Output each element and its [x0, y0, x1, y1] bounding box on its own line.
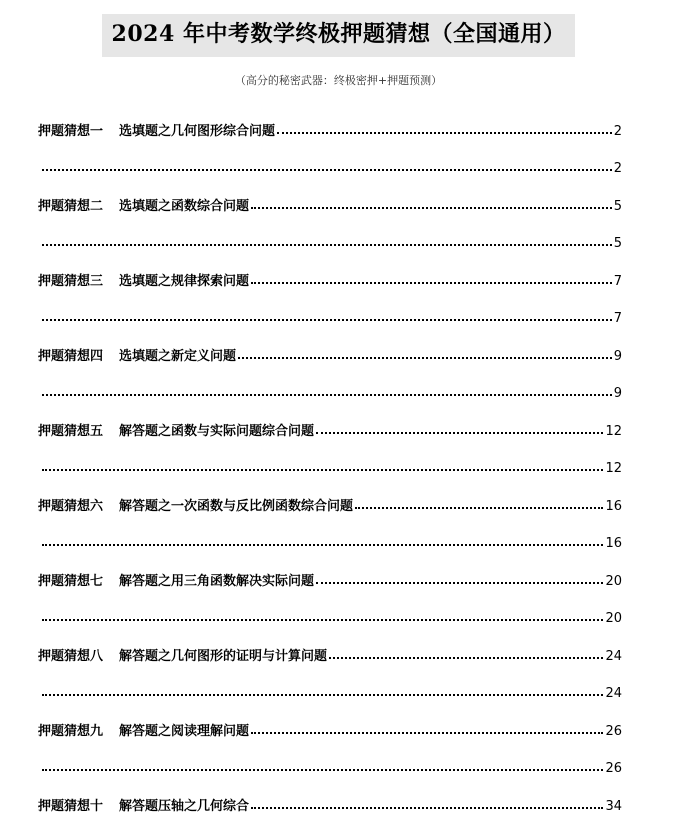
dot-leader — [251, 207, 612, 209]
toc-subentry-page: 9 — [613, 386, 622, 401]
toc-subentry-page: 16 — [605, 536, 622, 551]
toc-entry-label — [38, 420, 314, 439]
toc-subentry[interactable] — [38, 304, 622, 326]
toc-subentry[interactable] — [38, 229, 622, 251]
toc-subentry[interactable] — [38, 154, 622, 176]
toc-entry-label — [38, 195, 249, 214]
dot-leader — [42, 694, 603, 696]
dot-leader — [277, 132, 612, 134]
dot-leader — [316, 432, 603, 434]
toc-entry-title: 选填题之函数综合问题 — [119, 199, 250, 214]
toc-entry-number: 押题猜想十 — [38, 799, 104, 814]
toc-entry-page: 12 — [605, 424, 622, 439]
toc-subentry-page: 26 — [605, 761, 622, 776]
toc-entry[interactable] — [38, 567, 622, 589]
toc-entry[interactable] — [38, 492, 622, 514]
dot-leader — [329, 657, 603, 659]
toc-entry-title: 选填题之几何图形综合问题 — [119, 124, 276, 139]
toc-entry-number: 押题猜想九 — [38, 724, 104, 739]
table-of-contents — [38, 117, 622, 814]
dot-leader — [42, 769, 603, 771]
toc-entry-number: 押题猜想四 — [38, 349, 104, 364]
toc-entry[interactable] — [38, 417, 622, 439]
dot-leader — [251, 807, 603, 809]
toc-entry-number: 押题猜想八 — [38, 649, 104, 664]
toc-entry[interactable] — [38, 717, 622, 739]
toc-entry-page: 24 — [605, 649, 622, 664]
toc-entry-label — [38, 345, 236, 364]
dot-leader — [316, 582, 603, 584]
toc-entry[interactable] — [38, 342, 622, 364]
toc-entry-label — [38, 645, 327, 664]
dot-leader — [42, 469, 603, 471]
toc-entry-title: 解答题之函数与实际问题综合问题 — [119, 424, 315, 439]
document-subtitle: （高分的秘密武器：终极密押+押题预测） — [234, 74, 443, 87]
toc-entry-label — [38, 720, 249, 739]
toc-subentry[interactable] — [38, 604, 622, 626]
toc-entry-title: 解答题之几何图形的证明与计算问题 — [119, 649, 328, 664]
dot-leader — [42, 394, 612, 396]
title-year: 2024 — [111, 21, 175, 47]
toc-entry-page: 20 — [605, 574, 622, 589]
dot-leader — [42, 169, 612, 171]
dot-leader — [42, 544, 603, 546]
toc-subentry-page: 7 — [613, 311, 622, 326]
toc-entry-page: 7 — [613, 274, 622, 289]
toc-subentry[interactable] — [38, 754, 622, 776]
toc-entry[interactable] — [38, 117, 622, 139]
dot-leader — [238, 357, 612, 359]
toc-entry-page: 34 — [605, 799, 622, 814]
toc-entry-number: 押题猜想七 — [38, 574, 104, 589]
dot-leader — [42, 319, 612, 321]
toc-subentry[interactable] — [38, 679, 622, 701]
toc-subentry-page: 20 — [605, 611, 622, 626]
dot-leader — [355, 507, 603, 509]
document-title — [102, 14, 576, 57]
toc-entry[interactable] — [38, 192, 622, 214]
toc-entry-number: 押题猜想一 — [38, 124, 104, 139]
toc-subentry-page: 2 — [613, 161, 622, 176]
toc-entry-title: 选填题之规律探索问题 — [119, 274, 250, 289]
toc-entry-title: 选填题之新定义问题 — [119, 349, 237, 364]
toc-entry[interactable] — [38, 642, 622, 664]
toc-entry-label — [38, 495, 353, 514]
document-title-area — [0, 14, 677, 57]
toc-entry-title: 解答题压轴之几何综合 — [119, 799, 250, 814]
toc-entry-page: 9 — [613, 349, 622, 364]
toc-entry-page: 26 — [605, 724, 622, 739]
toc-entry-number: 押题猜想五 — [38, 424, 104, 439]
toc-subentry[interactable] — [38, 379, 622, 401]
toc-entry-page: 5 — [613, 199, 622, 214]
toc-entry-title: 解答题之阅读理解问题 — [119, 724, 250, 739]
toc-subentry[interactable] — [38, 454, 622, 476]
dot-leader — [42, 619, 603, 621]
dot-leader — [42, 244, 612, 246]
toc-entry-number: 押题猜想二 — [38, 199, 104, 214]
title-text: 年中考数学终极押题猜想（全国通用） — [182, 22, 566, 47]
toc-entry-label — [38, 570, 314, 589]
toc-entry-number: 押题猜想三 — [38, 274, 104, 289]
toc-entry-label — [38, 795, 249, 814]
toc-entry-title: 解答题之一次函数与反比例函数综合问题 — [119, 499, 354, 514]
dot-leader — [251, 732, 603, 734]
toc-entry-page: 16 — [605, 499, 622, 514]
toc-entry-page: 2 — [613, 124, 622, 139]
toc-subentry-page: 12 — [605, 461, 622, 476]
toc-entry[interactable] — [38, 792, 622, 814]
toc-entry-label — [38, 120, 275, 139]
toc-entry-label — [38, 270, 249, 289]
toc-entry[interactable] — [38, 267, 622, 289]
toc-entry-title: 解答题之用三角函数解决实际问题 — [119, 574, 315, 589]
toc-subentry-page: 5 — [613, 236, 622, 251]
toc-subentry[interactable] — [38, 529, 622, 551]
toc-subentry-page: 24 — [605, 686, 622, 701]
dot-leader — [251, 282, 612, 284]
toc-entry-number: 押题猜想六 — [38, 499, 104, 514]
